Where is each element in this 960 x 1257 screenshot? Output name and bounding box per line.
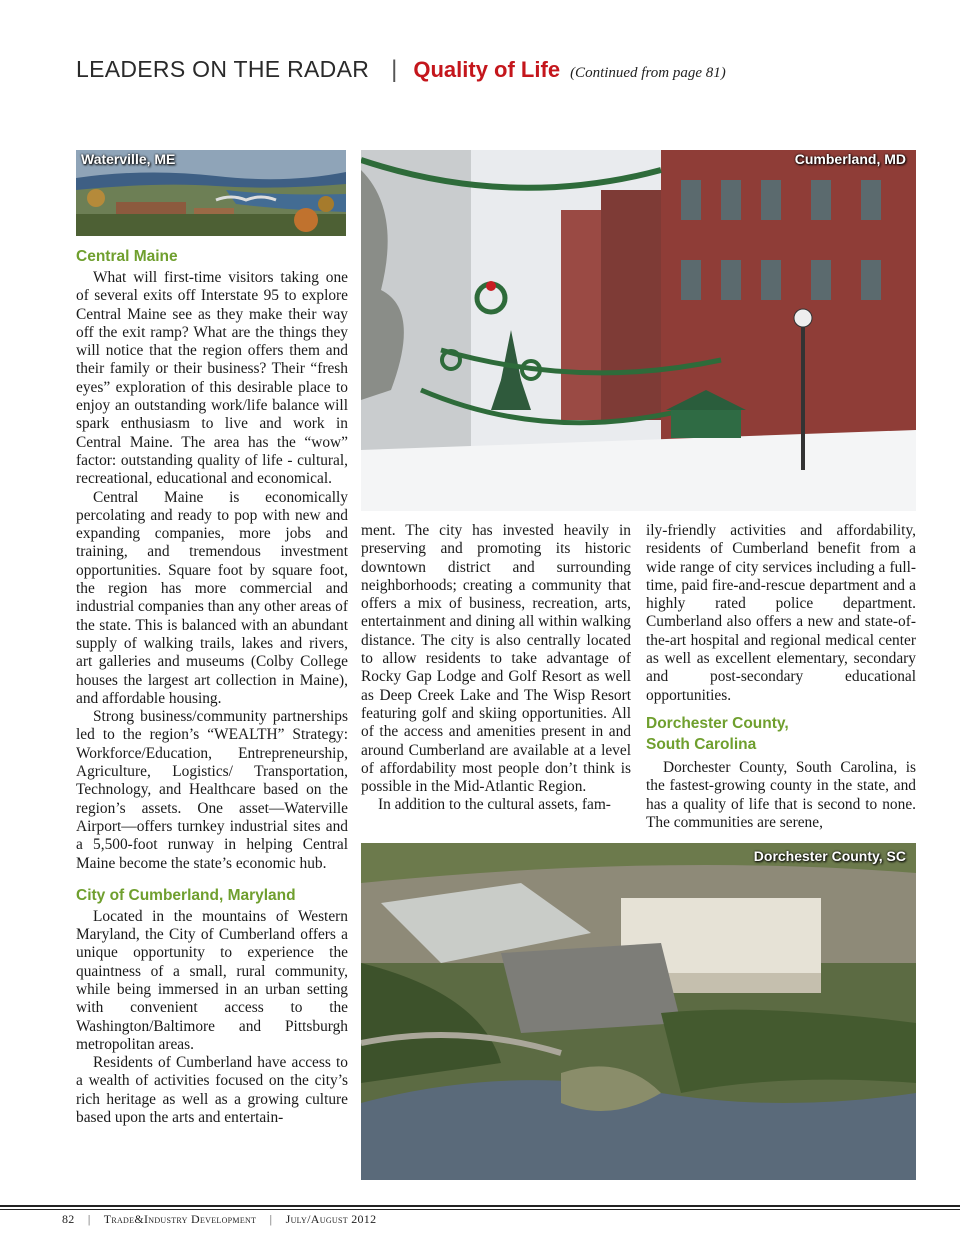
page-header bbox=[76, 56, 936, 88]
heading-dorchester-line1: Dorchester County, bbox=[646, 714, 789, 732]
footer-separator: | bbox=[269, 1212, 273, 1226]
paragraph: Residents of Cumberland have access to a wealth of activities focused on the city’s rich heritage as well as a growing culture based upon the arts and entertain- bbox=[76, 1054, 348, 1127]
cumberland-photo bbox=[361, 150, 916, 511]
heading-dorchester-line2: South Carolina bbox=[646, 735, 757, 753]
page-footer bbox=[62, 1212, 376, 1227]
dorchester-caption: Dorchester County, SC bbox=[753, 848, 906, 864]
heading-cumberland: City of Cumberland, Maryland bbox=[76, 886, 296, 904]
dorchester-aerial-image bbox=[361, 843, 916, 1180]
waterville-caption: Waterville, ME bbox=[81, 151, 176, 167]
continued-note: (Continued from page 81) bbox=[570, 65, 726, 81]
cumberland-caption: Cumberland, MD bbox=[794, 151, 906, 167]
header-separator: | bbox=[391, 56, 398, 83]
footer-separator: | bbox=[87, 1212, 91, 1226]
cumberland-street-image bbox=[361, 150, 916, 511]
paragraph: ily-friendly activities and affordability, residents of Cumberland benefit from a wide range of city services including a full-time, paid fire-and-rescue department and a highly rated police department. Cumberland also offers a new and state-of-the-art hospital and regional medical center as well as excellent elementary, secondary and post-secondary educational opportunities. bbox=[646, 522, 916, 704]
paragraph: Strong business/community partnerships led to the region’s “WEALTH” Strategy: Workforce/Education, Entrepreneurship, Agriculture, Logistics/ Transportation, Technology, and Healthcare based on the region’s assets. One asset—Waterville Airport—offers turnkey industrial sites and a 5,500-foot runway in helping Central Maine become the state’s economic hub. bbox=[76, 708, 348, 872]
column-3 bbox=[646, 522, 916, 832]
paragraph: ment. The city has invested heavily in preserving and promoting its historic downtown district and surrounding neighborhoods; creating a community that offers a mix of business, recreation, arts, entertainment and dining all within walking distance. The city is also centrally located to allow residents to take advantage of Rocky Gap Lodge and Golf Resort as well as Deep Creek Lake and The Wisp Resort featuring golf and skiing opportunities. All of the access and amenities present in and around Cumberland are available at a level of affordability most people don’t think is possible in the Mid-Atlantic Region. bbox=[361, 522, 631, 796]
paragraph: In addition to the cultural assets, fam- bbox=[378, 796, 611, 814]
paragraph: What will first-time visitors taking one of several exits off Interstate 95 to explore Central Maine see as they make their way off the exit ramp? What are the things they will notice that the region offers them and their family or their business? Their “fresh eyes” exploration of this desirable place to enjoy an outstanding work/life balance will spark enthusiasm to live and work in Central Maine. The area has the “wow” factor: outstanding quality of life - cultural, recreational, educational and economical. bbox=[76, 269, 348, 488]
page-number: 82 bbox=[62, 1212, 75, 1226]
heading-dorchester bbox=[646, 713, 916, 755]
publication-name: Trade&Industry Development bbox=[103, 1212, 257, 1226]
column-2 bbox=[361, 522, 631, 815]
section-title: LEADERS ON THE RADAR bbox=[76, 56, 370, 82]
paragraph: Central Maine is economically percolating and ready to pop with new and expanding companies, more jobs and training, and tremendous investment opportunities. Square foot by square foot, the region has more commercial and industrial companies than any other areas of the state. This is balanced with an abundant supply of walking trails, lakes and rivers, art galleries and museums (Colby College houses the largest art collection in Maine), and affordable housing. bbox=[76, 488, 348, 707]
column-1 bbox=[76, 242, 348, 1127]
dorchester-photo bbox=[361, 843, 916, 1180]
topic-title: Quality of Life bbox=[413, 57, 561, 82]
issue-date: July/August 2012 bbox=[285, 1212, 377, 1226]
paragraph: Dorchester County, South Carolina, is the fastest-growing county in the state, and has a quality of life that is second to none. The communities are serene, bbox=[646, 758, 916, 831]
footer-rule bbox=[0, 1209, 960, 1210]
waterville-photo bbox=[76, 150, 346, 236]
footer-rule bbox=[0, 1205, 960, 1207]
paragraph: Located in the mountains of Western Maryland, the City of Cumberland offers a unique opportunity to experience the quaintness of a small, rural community, while being immersed in an urban setting with convenient access to the Washington/Baltimore and Pittsburgh metropolitan areas. bbox=[76, 907, 348, 1053]
heading-central-maine: Central Maine bbox=[76, 248, 178, 265]
